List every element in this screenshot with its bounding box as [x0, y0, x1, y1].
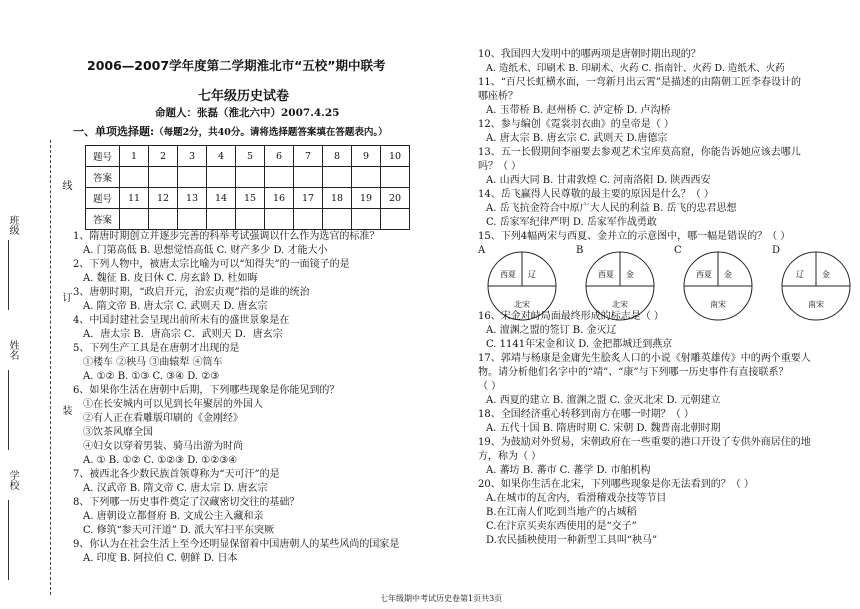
section-note: （每题2分，共40分。请将选择题答案填在答题表内。）: [154, 127, 388, 138]
answer-table-cell: 6: [265, 146, 294, 167]
question-text: 4、中国封建社会呈现出前所未有的盛世景象是在: [73, 315, 290, 326]
class-fill-line: [8, 240, 10, 310]
pie-label: B: [576, 245, 584, 256]
margin-label-name: 姓名: [7, 340, 18, 360]
answer-table-row-label: 题号: [86, 188, 120, 209]
section-heading: [73, 125, 388, 140]
exam-author: 命题人：张磊（淮北六中）2007.4.25: [155, 107, 340, 119]
margin-label-zhuang: 装: [60, 405, 71, 415]
pie-label: D: [772, 245, 781, 256]
answer-table-cell: 19: [352, 188, 381, 209]
school-fill-line: [8, 500, 10, 580]
answer-box[interactable]: [265, 167, 294, 188]
answer-box[interactable]: [120, 209, 149, 230]
answer-box[interactable]: [236, 209, 265, 230]
question-text: ①楼车 ②秧马 ③曲辕犁 ④筒车: [83, 357, 223, 368]
question-text: 5、下列生产工具是在唐朝才出现的是: [73, 343, 240, 354]
answer-table-cell: 10: [381, 146, 410, 167]
binding-line: [50, 140, 51, 595]
pie-region-top-left: 西夏: [500, 270, 516, 279]
question-text: 8、下列哪一历史事件奠定了汉藏密切交往的基础？: [73, 497, 300, 508]
answer-table-row-label: 答案: [86, 167, 120, 188]
answer-table-row: [86, 188, 410, 209]
margin-label-xian: 线: [60, 180, 71, 190]
answer-table-cell: 3: [178, 146, 207, 167]
pie-region-bottom: 南宋: [808, 300, 824, 309]
question-text: 16、宋金对峙局面最终形成的标志是（ ）: [478, 311, 664, 322]
answer-table-cell: 2: [149, 146, 178, 167]
pie-region-top-left: 西夏: [598, 270, 614, 279]
question-options: A. 印度 B. 阿拉伯 C. 朝鲜 D. 日本: [83, 553, 238, 564]
question-text: 14、岳飞赢得人民尊敬的最主要的原因是什么？（ ）: [478, 189, 714, 200]
answer-table-cell: 14: [207, 188, 236, 209]
question-text: 方，称为（ ）: [478, 451, 542, 462]
question-text: 11、“百尺长虹横水面，一弯新月出云霄”是描述的由隋朝工匠李春设计的: [478, 77, 801, 88]
answer-box[interactable]: [236, 167, 265, 188]
name-fill-line: [8, 370, 10, 450]
question-text: ①在长安城内可以见到长年聚居的外国人: [83, 399, 263, 410]
question-options: A. 隋文帝 B. 唐太宗 C. 武则天 D. 唐玄宗: [83, 301, 268, 312]
pie-region-bottom: 南宋: [710, 300, 726, 309]
answer-table-cell: 1: [120, 146, 149, 167]
answer-box[interactable]: [294, 209, 323, 230]
question-text: 19、为鼓励对外贸易，宋朝政府在一些重要的港口开设了专供外商居住的地: [478, 437, 811, 448]
question-options: A. 魏征 B. 皮日休 C. 房玄龄 D. 杜如晦: [83, 273, 258, 284]
question-options: A. 唐朝设立都督府 B. 文成公主入藏和亲: [83, 511, 264, 522]
question-text: 20、如果你生活在北宋，下列哪些现象是你无法看到的？（ ）: [478, 479, 754, 490]
question-text: 7、被西北各少数民族首领尊称为“天可汗”的是: [73, 469, 280, 480]
pie-region-top-right: 辽: [528, 270, 536, 279]
question-text: ④妇女以穿着男装、骑马出游为时尚: [83, 441, 243, 452]
question-text: 17、郭靖与杨康是金庸先生脍炙人口的小说《射雕英雄传》中的两个重要人: [478, 353, 811, 364]
answer-table-cell: 9: [352, 146, 381, 167]
answer-box[interactable]: [178, 167, 207, 188]
question-text: 18、全国经济重心转移到南方在哪一时期？（ ）: [478, 409, 694, 420]
answer-table-cell: 12: [149, 188, 178, 209]
answer-table-cell: 8: [323, 146, 352, 167]
question-options: A. ①② B. ①③ C. ③④ D. ②③: [83, 371, 220, 382]
answer-table-cell: 20: [381, 188, 410, 209]
question-options: C. 岳家军纪律严明 D. 岳家军作战勇敢: [486, 217, 657, 228]
answer-box[interactable]: [207, 167, 236, 188]
answer-box[interactable]: [265, 209, 294, 230]
pie-region-bottom: 北宋: [612, 300, 628, 309]
question-options: A. ① B. ①② C. ①②③ D. ①②③④: [83, 455, 238, 466]
question-text: 12、参与编创《霓裳羽衣曲》的皇帝是（ ）: [478, 119, 674, 130]
question-options: C. 1141年宋金和议 D. 金把都城迁到燕京: [486, 339, 673, 350]
pie-region-bottom: 北宋: [514, 300, 530, 309]
question-text: 哪座桥？: [478, 91, 518, 102]
question-text: 10、我国四大发明中的哪两项是唐朝时期出现的？: [478, 49, 701, 60]
pie-region-top-right: 金: [626, 270, 634, 279]
answer-table-row: [86, 209, 410, 230]
question-options: A. 澶渊之盟的签订 B. 金灭辽: [486, 325, 617, 336]
answer-table-cell: 17: [294, 188, 323, 209]
exam-title: 2006—2007学年度第二学期淮北市“五校”期中联考: [87, 58, 386, 73]
answer-box[interactable]: [120, 167, 149, 188]
question-options: A. 造纸术、印刷术 B. 印刷术、火药 C. 指南针、火药 D. 造纸术、火药: [486, 63, 785, 74]
question-text: 9、你认为在社会生活上至今还明显保留着中国唐朝人的某些风尚的国家是: [73, 539, 400, 550]
question-options: C. 修筑“参天可汗道” D. 派大军扫平东突厥: [83, 525, 275, 536]
pie-region-top-left: 辽: [796, 270, 804, 279]
question-options: A. 岳飞抗金符合中原广大人民的利益 B. 岳飞的忠君思想: [486, 203, 737, 214]
answer-box[interactable]: [207, 209, 236, 230]
answer-box[interactable]: [323, 167, 352, 188]
margin-label-school: 学校: [7, 470, 18, 490]
question-text: 13、五一长假期间李丽要去参观艺术宝库莫高窟，你能告诉她应该去哪儿: [478, 147, 801, 158]
answer-box[interactable]: [381, 209, 410, 230]
answer-table-row: [86, 146, 410, 167]
pie-label: C: [674, 245, 682, 256]
answer-table-cell: 16: [265, 188, 294, 209]
question-text: 2、下列人物中，被唐太宗比喻为可以“知得失”的一面镜子的是: [73, 259, 350, 270]
question-options: A. 山西大同 B. 甘肃敦煌 C. 河南洛阳 D. 陕西西安: [486, 175, 711, 186]
answer-box[interactable]: [352, 209, 381, 230]
page-footer: 七年级期中考试历史卷第1页共3页: [380, 594, 503, 603]
question-options: A. 五代十国 B. 隋唐时期 C. 宋朝 D. 魏晋南北朝时期: [486, 423, 721, 434]
question-text: ③饮茶风靡全国: [83, 427, 153, 438]
answer-table-cell: 13: [178, 188, 207, 209]
answer-table-row-label: 题号: [86, 146, 120, 167]
answer-table-row: [86, 167, 410, 188]
question-text: 物。请分析他们名字中的“靖”、“康”与下列哪一历史事件有直接联系？: [478, 367, 789, 378]
question-text: （ ）: [478, 381, 502, 392]
section-title: 一、单项选择题:: [73, 125, 155, 138]
answer-table-cell: 5: [236, 146, 265, 167]
pie-label: A: [478, 245, 486, 256]
question-options: A.在城市的瓦舍内，看滑稽戏杂技等节目: [486, 493, 667, 504]
margin-label-class: 班级: [7, 215, 18, 235]
question-text: 1、隋唐时期创立并逐步完善的科举考试强调以什么作为选官的标准？: [73, 231, 380, 242]
answer-table-row-label: 答案: [86, 209, 120, 230]
answer-table: [85, 145, 410, 230]
answer-box[interactable]: [149, 167, 178, 188]
answer-box[interactable]: [352, 167, 381, 188]
question-text: 吗？（ ）: [478, 161, 522, 172]
answer-table-cell: 18: [323, 188, 352, 209]
answer-box[interactable]: [149, 209, 178, 230]
question-options: A. 唐太宗 B. 唐玄宗 C. 武则天 D.唐德宗: [486, 133, 668, 144]
question-options: A. 蕃坊 B. 蕃市 C. 蕃学 D. 市舶机构: [486, 465, 651, 476]
answer-box[interactable]: [294, 167, 323, 188]
exam-subtitle: 七年级历史试卷: [198, 89, 290, 104]
answer-table-cell: 15: [236, 188, 265, 209]
question-text: 15、下列4幅两宋与西夏、金并立的示意图中，哪一幅是错误的？（ ）: [478, 231, 791, 242]
question-text: 3、唐朝时期，“政启开元，治宏贞观”指的是谁的统治: [73, 287, 310, 298]
question-options: A. 西夏的建立 B. 澶渊之盟 C. 金灭北宋 D. 元朝建立: [486, 395, 721, 406]
question-options: B.在江南人们吃到当地产的占城稻: [486, 507, 637, 518]
question-options: A. 门第高低 B. 思想觉悟高低 C. 财产多少 D. 才能大小: [83, 245, 328, 256]
question-options: A．唐太宗 B．唐高宗 C．武则天 D．唐玄宗: [83, 329, 283, 340]
question-options: A. 汉武帝 B. 隋文帝 C. 唐太宗 D. 唐玄宗: [83, 483, 268, 494]
question-options: A. 玉带桥 B. 赵州桥 C. 泸定桥 D. 卢沟桥: [486, 105, 671, 116]
pie-region-top-right: 金: [724, 270, 732, 279]
answer-box[interactable]: [381, 167, 410, 188]
question-options: D.农民插秧使用一种新型工具叫“秧马”: [486, 535, 658, 546]
answer-box[interactable]: [178, 209, 207, 230]
answer-box[interactable]: [323, 209, 352, 230]
question-options: C.在汴京买卖东西使用的是“交子”: [486, 521, 637, 532]
pie-region-top-left: 西夏: [696, 270, 712, 279]
answer-table-cell: 4: [207, 146, 236, 167]
answer-table-cell: 11: [120, 188, 149, 209]
pie-region-top-right: 金: [822, 270, 830, 279]
question-text: 6、如果你生活在唐朝中后期，下列哪些现象是你能见到的？: [73, 385, 340, 396]
answer-table-cell: 7: [294, 146, 323, 167]
question-text: ②有人正在看雕版印刷的《金刚经》: [83, 413, 243, 424]
margin-label-ding: 订: [60, 292, 71, 302]
